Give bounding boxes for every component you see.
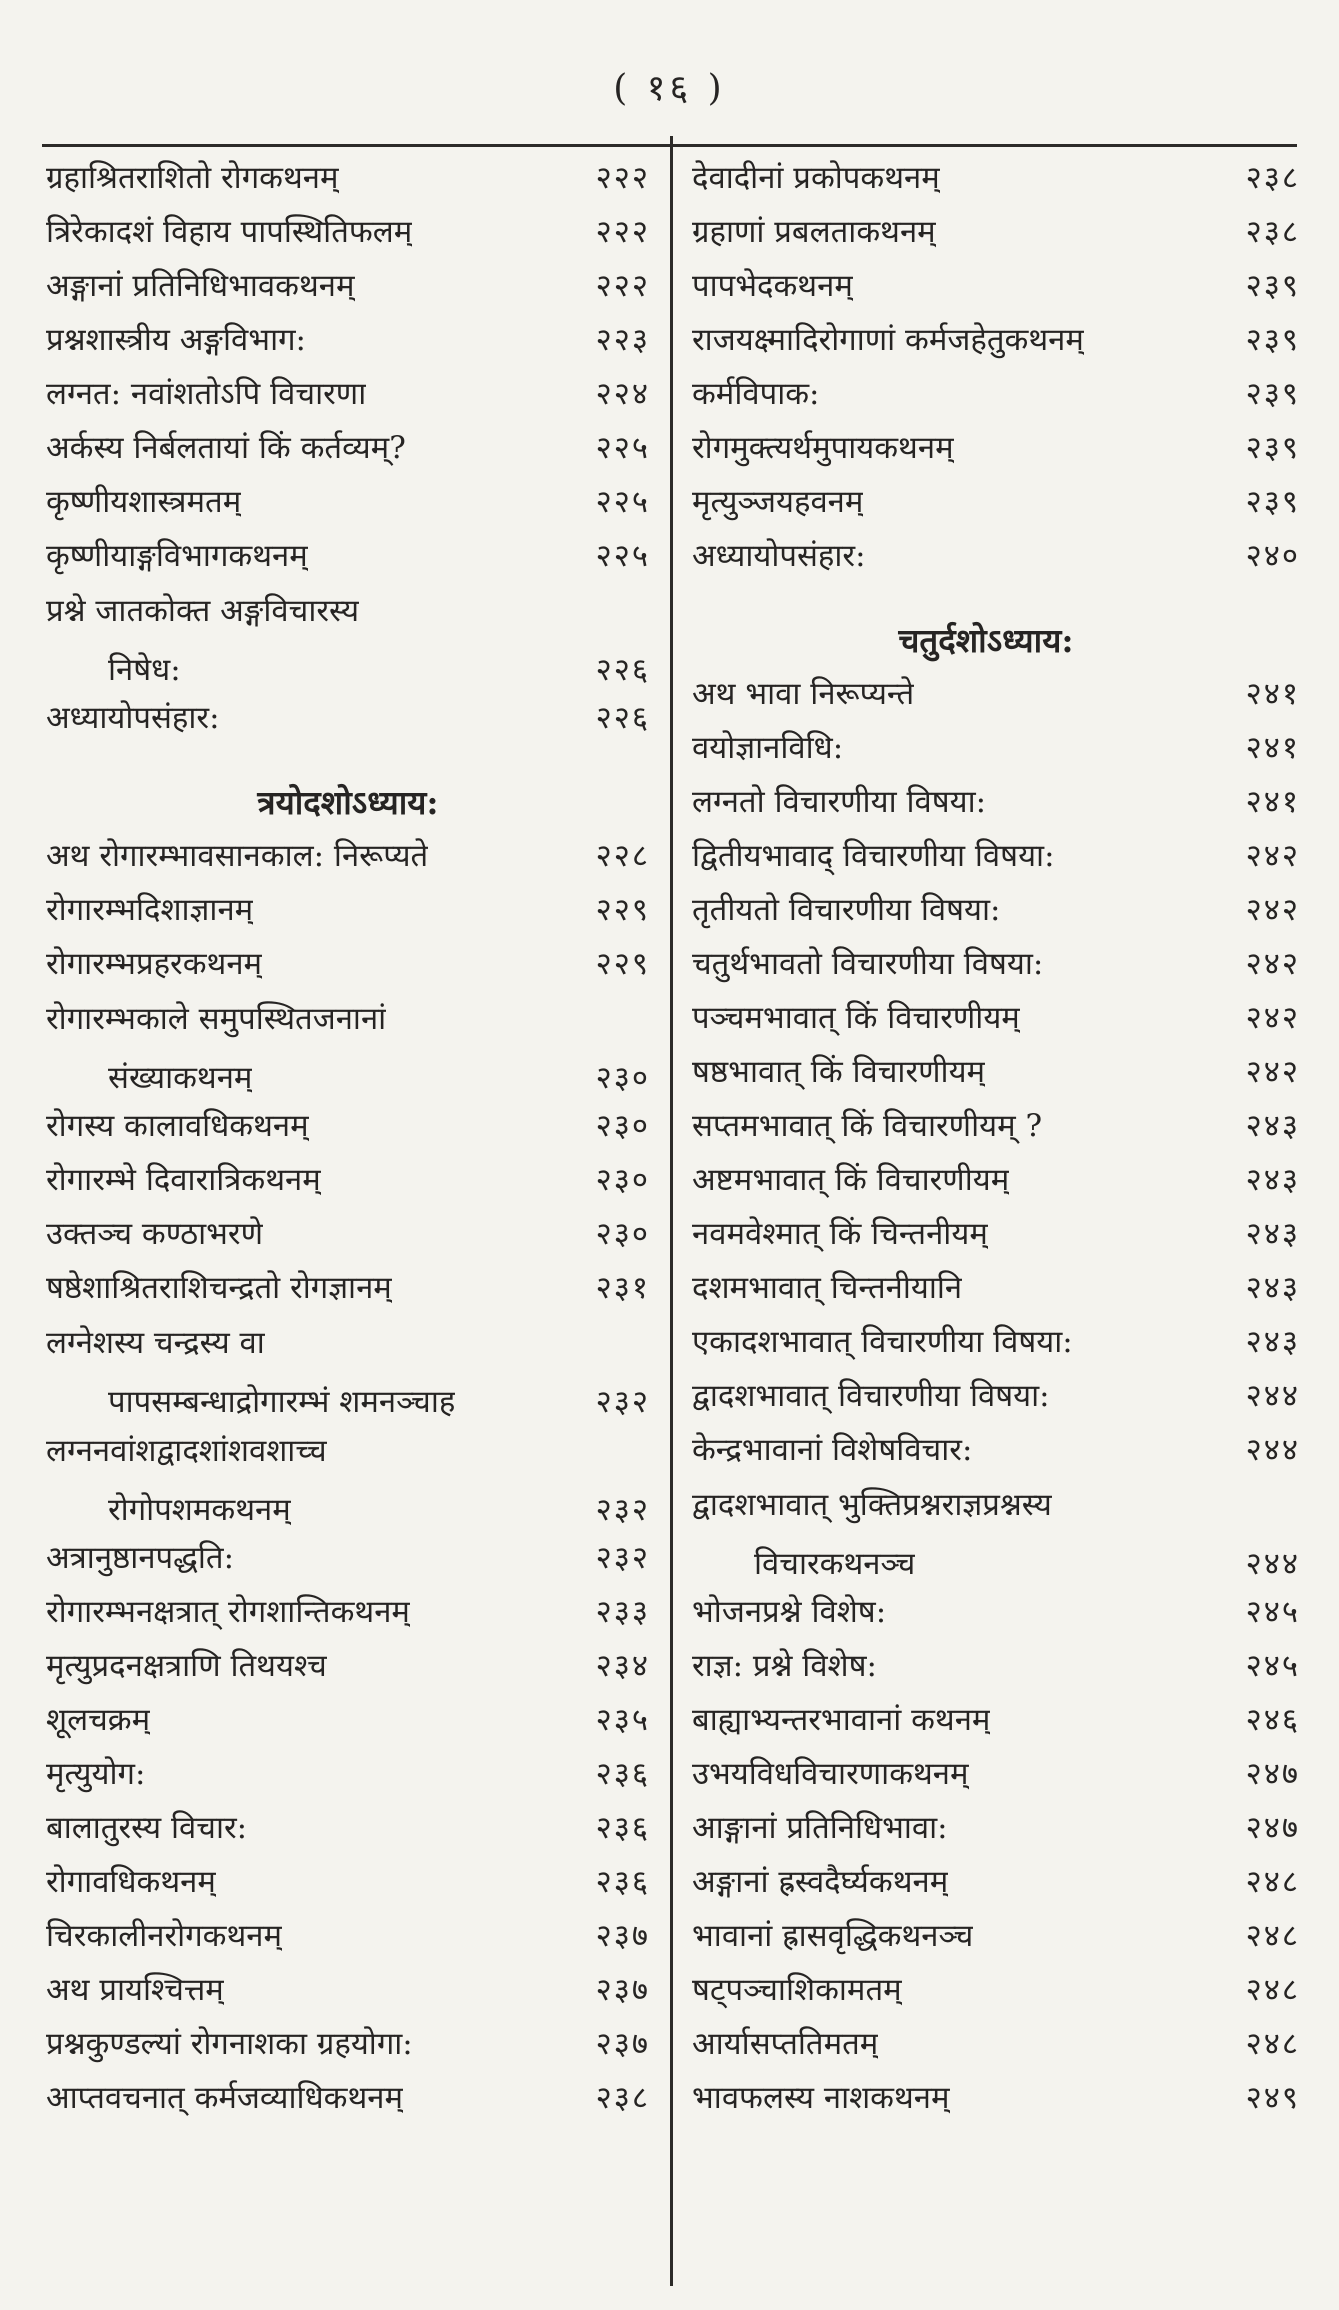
toc-entry-title: रोगस्य कालावधिकथनम्: [46, 1108, 309, 1144]
toc-entry: [692, 1044, 1300, 1098]
toc-entry: [46, 828, 650, 882]
toc-entry: [46, 528, 650, 582]
toc-entry-title: मृत्युयोग:: [46, 1756, 146, 1792]
toc-entry: [46, 1692, 650, 1746]
toc-group: [46, 150, 650, 582]
toc-entry-title: आर्यासप्ततिमतम्: [692, 2026, 879, 2062]
toc-entry-title: शूलचक्रम्: [46, 1702, 151, 1738]
toc-entry-title: अध्यायोपसंहार:: [46, 700, 220, 736]
toc-entry-page: २२५: [595, 430, 650, 466]
toc-entry: [692, 528, 1300, 582]
toc-entry-title: भोजनप्रश्ने विशेष:: [692, 1594, 887, 1630]
toc-entry-page: २४३: [1245, 1162, 1300, 1198]
toc-entry-title: पापभेदकथनम्: [692, 268, 853, 304]
toc-entry-page: २३१: [595, 1270, 650, 1306]
toc-entry: [692, 774, 1300, 828]
toc-entry-title: द्वितीयभावाद् विचारणीया विषया:: [692, 838, 1055, 874]
toc-entry-page: २४१: [1245, 784, 1300, 820]
toc-entry: [46, 258, 650, 312]
toc-entry-page: २३३: [595, 1594, 650, 1630]
toc-entry-title: अङ्गानां प्रतिनिधिभावकथनम्: [46, 268, 355, 304]
toc-entry-title: बाह्याभ्यन्तरभावानां कथनम्: [692, 1702, 991, 1738]
toc-entry-page: २४१: [1245, 676, 1300, 712]
toc-entry: [692, 1368, 1300, 1422]
toc-entry-line1: [46, 582, 650, 638]
toc-entry: [692, 366, 1300, 420]
toc-entry: [692, 1746, 1300, 1800]
toc-entry: [46, 1260, 650, 1314]
toc-entry-page: २४६: [1245, 1702, 1300, 1738]
toc-entry: [46, 1206, 650, 1260]
toc-entry-page: २३६: [595, 1810, 650, 1846]
toc-group: [46, 690, 650, 744]
toc-entry-page: २४७: [1245, 1810, 1300, 1846]
toc-entry-page: २२४: [595, 376, 650, 412]
toc-entry: [692, 474, 1300, 528]
toc-entry: [46, 1046, 650, 1098]
toc-entry-page: २४५: [1245, 1594, 1300, 1630]
toc-entry-title: अध्यायोपसंहार:: [692, 538, 866, 574]
toc-entry-page: २४४: [1245, 1546, 1300, 1582]
toc-entry-line1: [692, 1476, 1300, 1532]
toc-entry-title: राज्ञ: प्रश्ने विशेष:: [692, 1648, 877, 1684]
toc-entry-title: आङ्गानां प्रतिनिधिभावा:: [692, 1810, 948, 1846]
toc-group: [46, 1098, 650, 1314]
toc-entry-page: २३४: [595, 1648, 650, 1684]
toc-entry-page: २४३: [1245, 1108, 1300, 1144]
toc-entry: [692, 150, 1300, 204]
toc-entry: [692, 1692, 1300, 1746]
toc-entry-title: ग्रहाणां प्रबलताकथनम्: [692, 214, 936, 250]
toc-entry: [692, 1152, 1300, 1206]
toc-entry-title: अथ रोगारम्भावसानकाल: निरूप्यते: [46, 838, 429, 874]
toc-entry-title: देवादीनां प्रकोपकथनम्: [692, 160, 940, 196]
toc-entry-page: २४७: [1245, 1756, 1300, 1792]
toc-entry-page: २३५: [595, 1702, 650, 1738]
toc-entry-page: २४४: [1245, 1432, 1300, 1468]
toc-entry: [692, 2070, 1300, 2124]
toc-group: [692, 1584, 1300, 2124]
toc-entry-page: २३८: [595, 2080, 650, 2116]
toc-entry-page: २४८: [1245, 1918, 1300, 1954]
toc-entry-page: २४३: [1245, 1270, 1300, 1306]
toc-entry: [692, 2016, 1300, 2070]
toc-entry-title: अर्कस्य निर्बलतायां किं कर्तव्यम्?: [46, 430, 406, 466]
toc-entry-line1: [46, 1422, 650, 1478]
toc-entry-page: २३८: [1245, 214, 1300, 250]
toc-entry-title: वयोज्ञानविधि:: [692, 730, 844, 766]
toc-entry: [692, 1854, 1300, 1908]
toc-entry-title: रोगोपशमकथनम्: [108, 1492, 291, 1528]
toc-entry-title: विचारकथनञ्च: [754, 1546, 916, 1582]
toc-entry: [46, 936, 650, 990]
toc-entry-title: लग्ननवांशद्वादशांशवशाच्च: [46, 1433, 327, 1469]
toc-entry-page: २४०: [1245, 538, 1300, 574]
toc-entry: [692, 990, 1300, 1044]
toc-entry-page: २४५: [1245, 1648, 1300, 1684]
toc-entry-title: कृष्णीयशास्त्रमतम्: [46, 484, 242, 520]
toc-entry-title: मृत्युप्रदनक्षत्राणि तिथयश्च: [46, 1648, 327, 1684]
toc-entry-title: प्रश्नशास्त्रीय अङ्गविभाग:: [46, 322, 306, 358]
toc-entry-title: त्रिरेकादशं विहाय पापस्थितिफलम्: [46, 214, 413, 250]
toc-entry-title: षष्ठेशाश्रितराशिचन्द्रतो रोगज्ञानम्: [46, 1270, 392, 1306]
toc-entry-page: २३०: [595, 1216, 650, 1252]
toc-entry-title: संख्याकथनम्: [108, 1060, 253, 1096]
toc-entry: [46, 1746, 650, 1800]
toc-entry-page: २२५: [595, 484, 650, 520]
toc-entry-page: २३९: [1245, 268, 1300, 304]
toc-entry-page: २३२: [595, 1540, 650, 1576]
toc-entry-title: निषेध:: [108, 652, 181, 688]
toc-entry: [692, 1638, 1300, 1692]
toc-entry-page: २२५: [595, 538, 650, 574]
toc-entry-title: रोगमुक्त्यर्थमुपायकथनम्: [692, 430, 954, 466]
toc-entry-line1: [46, 990, 650, 1046]
toc-entry: [46, 1098, 650, 1152]
toc-entry-title: आप्तवचनात् कर्मजव्याधिकथनम्: [46, 2080, 403, 2116]
toc-entry-title: रोगारम्भे दिवारात्रिकथनम्: [46, 1162, 321, 1198]
toc-entry-title: प्रश्ने जातकोक्त अङ्गविचारस्य: [46, 593, 360, 629]
toc-entry-page: २३०: [595, 1060, 650, 1096]
toc-entry-title: तृतीयतो विचारणीया विषया:: [692, 892, 1001, 928]
toc-entry-page: २३६: [595, 1864, 650, 1900]
column-divider: [670, 136, 673, 2286]
toc-entry-title: अत्रानुष्ठानपद्धति:: [46, 1540, 235, 1576]
toc-entry: [46, 1370, 650, 1422]
toc-entry: [692, 936, 1300, 990]
toc-group: [692, 666, 1300, 1476]
toc-entry: [46, 474, 650, 528]
toc-entry: [692, 420, 1300, 474]
toc-entry-page: २३९: [1245, 484, 1300, 520]
toc-entry-page: २२६: [595, 700, 650, 736]
toc-entry: [46, 1908, 650, 1962]
toc-entry-title: एकादशभावात् विचारणीया विषया:: [692, 1324, 1073, 1360]
toc-entry-page: २२९: [595, 946, 650, 982]
toc-entry-title: नवमवेश्मात् किं चिन्तनीयम्: [692, 1216, 988, 1252]
toc-entry-title: कर्मविपाक:: [692, 376, 820, 412]
toc-entry-title: रोगारम्भप्रहरकथनम्: [46, 946, 263, 982]
toc-entry: [46, 1800, 650, 1854]
toc-entry: [46, 366, 650, 420]
toc-entry-title: पापसम्बन्धाद्रोगारम्भं शमनञ्चाह: [108, 1384, 456, 1420]
toc-entry: [46, 690, 650, 744]
toc-entry: [46, 1530, 650, 1584]
toc-entry-title: मृत्युञ्जयहवनम्: [692, 484, 864, 520]
toc-entry-page: २३९: [1245, 322, 1300, 358]
toc-entry-title: सप्तमभावात् किं विचारणीयम् ?: [692, 1108, 1043, 1144]
toc-entry: [692, 1532, 1300, 1584]
toc-entry-title: लग्नेशस्य चन्द्रस्य वा: [46, 1325, 265, 1361]
toc-entry-page: २४८: [1245, 1972, 1300, 2008]
toc-entry-page: २३२: [595, 1384, 650, 1420]
toc-entry-page: २४२: [1245, 1054, 1300, 1090]
right-column: [692, 150, 1300, 2124]
toc-entry-title: पञ्चमभावात् किं विचारणीयम्: [692, 1000, 1020, 1036]
toc-entry: [46, 638, 650, 690]
toc-entry: [692, 720, 1300, 774]
toc-entry-page: २२६: [595, 652, 650, 688]
toc-entry-page: २२८: [595, 838, 650, 874]
toc-group: [692, 150, 1300, 582]
toc-entry: [46, 1854, 650, 1908]
chapter-heading: त्रयोदशोऽध्याय:: [257, 783, 439, 822]
toc-entry-page: २३२: [595, 1492, 650, 1528]
toc-entry: [692, 1206, 1300, 1260]
toc-entry: [46, 1584, 650, 1638]
toc-entry-title: अष्टमभावात् किं विचारणीयम्: [692, 1162, 1010, 1198]
toc-entry: [46, 1962, 650, 2016]
toc-entry: [46, 312, 650, 366]
toc-entry: [46, 2070, 650, 2124]
toc-entry-title: अङ्गानां ह्रस्वदैर्घ्यकथनम्: [692, 1864, 949, 1900]
toc-entry-title: भावानां ह्रासवृद्धिकथनञ्च: [692, 1918, 974, 1954]
toc-entry: [692, 1314, 1300, 1368]
toc-entry-page: २३०: [595, 1108, 650, 1144]
toc-entry: [692, 204, 1300, 258]
toc-entry: [692, 1260, 1300, 1314]
toc-entry: [692, 882, 1300, 936]
toc-entry-page: २३८: [1245, 160, 1300, 196]
toc-entry-page: २४२: [1245, 892, 1300, 928]
toc-entry-page: २२२: [595, 268, 650, 304]
toc-entry: [46, 420, 650, 474]
toc-entry-page: २४३: [1245, 1324, 1300, 1360]
toc-entry-page: २४२: [1245, 1000, 1300, 1036]
toc-entry-page: २४२: [1245, 946, 1300, 982]
chapter-heading: चतुर्दशोऽध्याय:: [898, 621, 1074, 660]
toc-entry-title: द्वादशभावात् विचारणीया विषया:: [692, 1378, 1050, 1414]
toc-entry: [46, 150, 650, 204]
toc-entry-title: कृष्णीयाङ्गविभागकथनम्: [46, 538, 308, 574]
toc-entry-page: २२३: [595, 322, 650, 358]
toc-entry-title: द्वादशभावात् भुक्तिप्रश्नराज्ञप्रश्नस्य: [692, 1487, 1052, 1523]
toc-entry-title: चिरकालीनरोगकथनम्: [46, 1918, 283, 1954]
toc-entry-title: उक्तञ्च कण्ठाभरणे: [46, 1216, 264, 1252]
toc-entry: [46, 204, 650, 258]
toc-entry-page: २२२: [595, 214, 650, 250]
toc-entry-title: चतुर्थभावतो विचारणीया विषया:: [692, 946, 1044, 982]
toc-entry-page: २४१: [1245, 730, 1300, 766]
toc-group: [46, 828, 650, 990]
toc-entry-page: २४८: [1245, 2026, 1300, 2062]
toc-entry-line1: [46, 1314, 650, 1370]
toc-entry-title: बालातुरस्य विचार:: [46, 1810, 248, 1846]
toc-entry-title: राजयक्ष्मादिरोगाणां कर्मजहेतुकथनम्: [692, 322, 1084, 358]
toc-entry: [692, 828, 1300, 882]
toc-entry-page: २३६: [595, 1756, 650, 1792]
toc-entry-title: भावफलस्य नाशकथनम्: [692, 2080, 950, 2116]
toc-entry-title: लग्नत: नवांशतोऽपि विचारणा: [46, 376, 367, 412]
page-number: ( १६ ): [613, 68, 726, 109]
toc-entry-title: षष्ठभावात् किं विचारणीयम्: [692, 1054, 986, 1090]
toc-entry: [692, 258, 1300, 312]
toc-entry-page: २४८: [1245, 1864, 1300, 1900]
toc-entry-title: उभयविधविचारणाकथनम्: [692, 1756, 969, 1792]
toc-entry-page: २२२: [595, 160, 650, 196]
toc-entry-page: २३७: [595, 2026, 650, 2062]
toc-entry: [692, 1962, 1300, 2016]
toc-entry: [46, 2016, 650, 2070]
toc-entry: [692, 312, 1300, 366]
toc-entry-title: रोगारम्भनक्षत्रात् रोगशान्तिकथनम्: [46, 1594, 410, 1630]
toc-entry-page: २३९: [1245, 430, 1300, 466]
toc-entry: [692, 1422, 1300, 1476]
toc-entry: [692, 1584, 1300, 1638]
toc-entry-page: २२९: [595, 892, 650, 928]
toc-entry-title: रोगावधिकथनम्: [46, 1864, 216, 1900]
toc-entry-title: लग्नतो विचारणीया विषया:: [692, 784, 987, 820]
toc-entry: [692, 1908, 1300, 1962]
toc-entry-page: २४९: [1245, 2080, 1300, 2116]
toc-entry: [46, 1478, 650, 1530]
toc-entry-title: रोगारम्भकाले समुपस्थितजनानां: [46, 1001, 387, 1037]
toc-entry-page: २३७: [595, 1918, 650, 1954]
toc-entry: [692, 1098, 1300, 1152]
left-column: [46, 150, 650, 2124]
toc-entry-page: २४३: [1245, 1216, 1300, 1252]
toc-entry-title: ग्रहाश्रितराशितो रोगकथनम्: [46, 160, 339, 196]
toc-entry-title: रोगारम्भदिशाज्ञानम्: [46, 892, 254, 928]
toc-entry-title: केन्द्रभावानां विशेषविचार:: [692, 1432, 973, 1468]
toc-group: [46, 1530, 650, 2124]
toc-entry-page: २४२: [1245, 838, 1300, 874]
toc-entry-page: २४४: [1245, 1378, 1300, 1414]
toc-entry: [46, 882, 650, 936]
toc-entry-title: अथ भावा निरूप्यन्ते: [692, 676, 915, 712]
toc-entry: [46, 1152, 650, 1206]
toc-entry-title: प्रश्नकुण्डल्यां रोगनाशका ग्रहयोगा:: [46, 2026, 413, 2062]
toc-entry-title: अथ प्रायश्चित्तम्: [46, 1972, 224, 2008]
toc-entry-title: षट्पञ्चाशिकामतम्: [692, 1972, 902, 2008]
toc-entry-page: २३०: [595, 1162, 650, 1198]
toc-entry-page: २३७: [595, 1972, 650, 2008]
toc-entry-page: २३९: [1245, 376, 1300, 412]
toc-entry-title: दशमभावात् चिन्तनीयानि: [692, 1270, 963, 1306]
toc-entry: [46, 1638, 650, 1692]
toc-entry: [692, 1800, 1300, 1854]
toc-entry: [692, 666, 1300, 720]
